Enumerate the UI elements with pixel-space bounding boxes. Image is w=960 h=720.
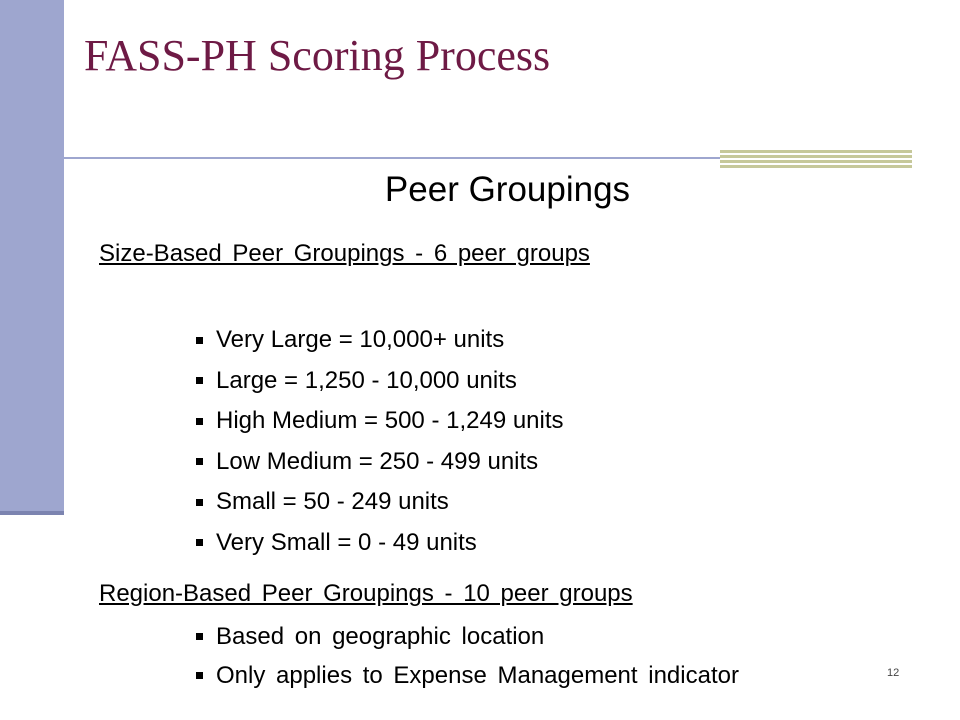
list-item-text: Large = 1,250 - 10,000 units [216,366,517,394]
list-item [196,442,564,483]
list-item-text: Low Medium = 250 - 499 units [216,447,539,475]
slide-title: FASS-PH Scoring Process [84,31,551,80]
square-bullet-icon [196,633,203,640]
square-bullet-icon [196,337,203,344]
list-item [196,401,564,442]
title-divider-line [40,157,720,159]
list-item [196,482,564,523]
region-group-list [196,617,739,695]
square-bullet-icon [196,672,203,679]
slide-number: 12 [887,667,900,679]
list-item-text: Based on geographic location [216,623,545,650]
square-bullet-icon [196,377,203,384]
square-bullet-icon [196,418,203,425]
title-divider-accent [720,150,912,168]
square-bullet-icon [196,458,203,465]
slide-subtitle: Peer Groupings [384,170,631,209]
region-section-heading: Region-Based Peer Groupings - 10 peer groups [99,580,633,607]
list-item [196,656,739,695]
list-item [196,617,739,656]
size-group-list [196,320,564,563]
left-bar-shadow [0,511,64,515]
list-item-text: Very Large = 10,000+ units [216,326,505,353]
list-item [196,523,564,564]
square-bullet-icon [196,499,203,506]
left-decorative-bar [0,0,64,515]
size-section-heading: Size-Based Peer Groupings - 6 peer groups [99,240,590,267]
list-item-text: High Medium = 500 - 1,249 units [216,407,564,434]
list-item [196,361,564,402]
list-item [196,320,564,361]
square-bullet-icon [196,539,203,546]
list-item-text: Small = 50 - 249 units [216,488,449,515]
list-item-text: Only applies to Expense Management indicator [216,662,739,689]
list-item-text: Very Small = 0 - 49 units [216,528,477,556]
